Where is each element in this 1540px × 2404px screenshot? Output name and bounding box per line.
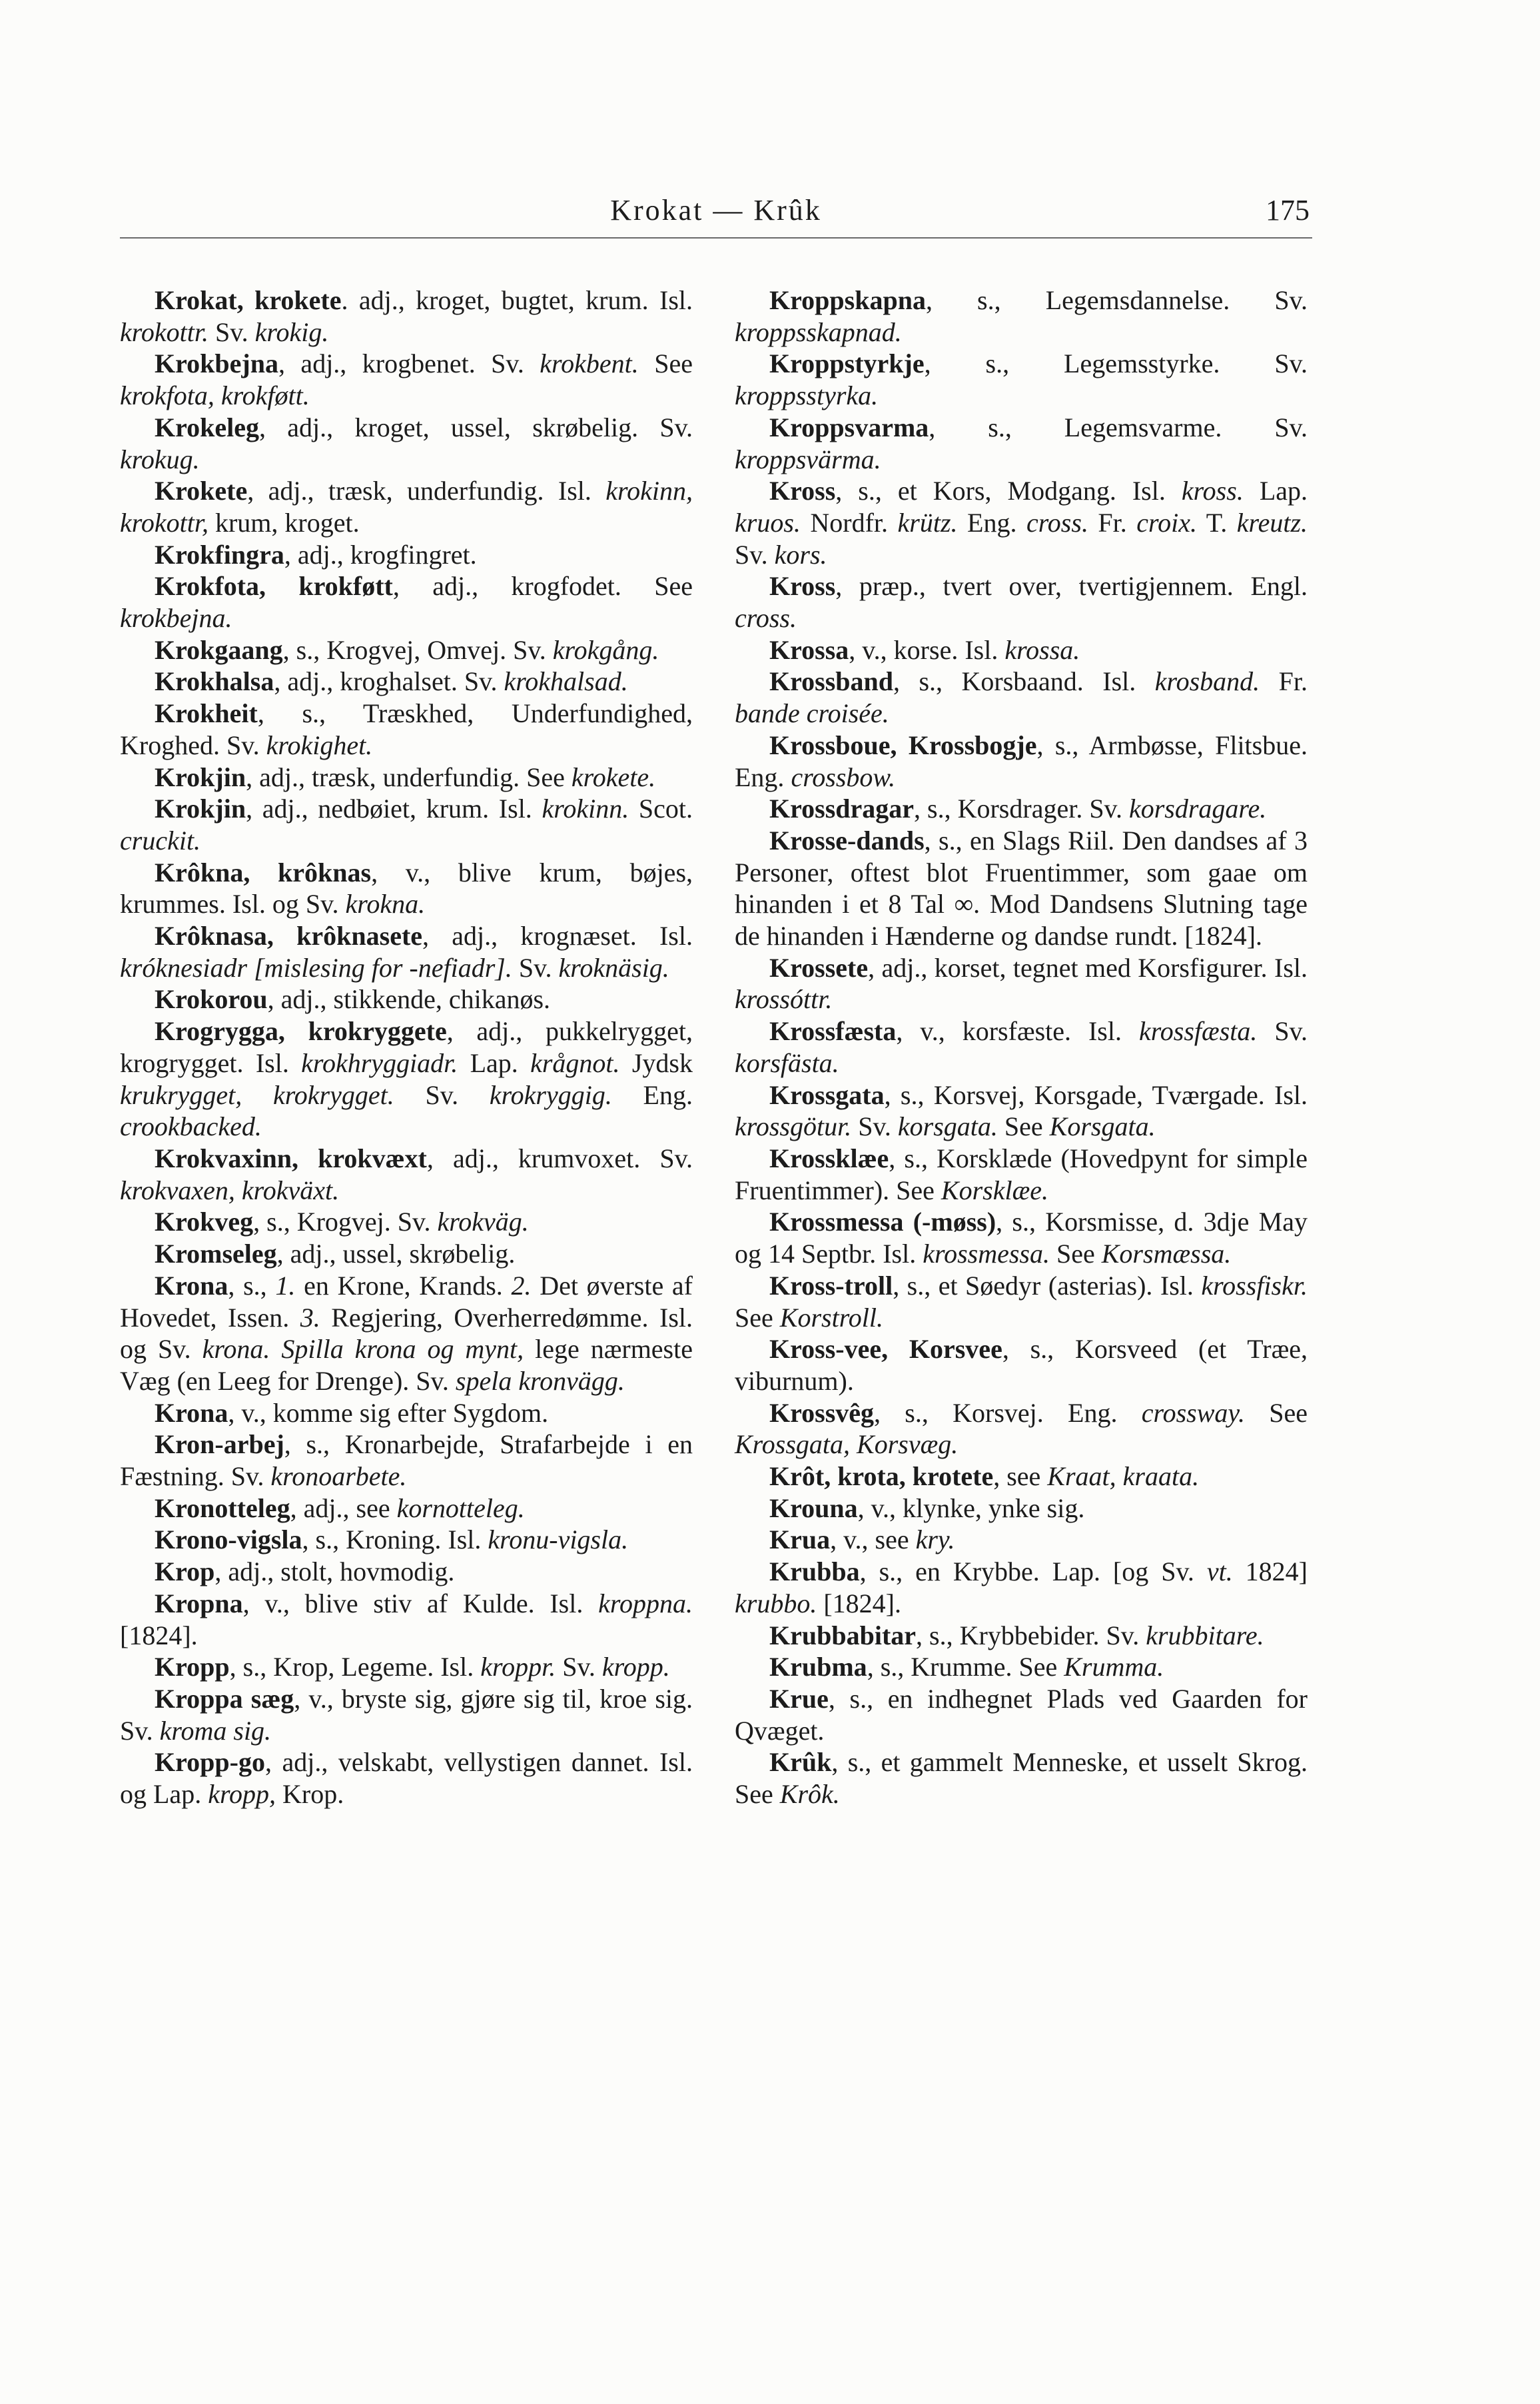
entry-headword: Krossvêg <box>769 1397 875 1428</box>
entry-headword: Krossboue, Krossbogje <box>769 730 1037 760</box>
entry-italic-text: krokryggig. <box>489 1079 612 1110</box>
entry-text: , s., Krogvej, Omvej. Sv. <box>282 634 553 665</box>
entry-text: Lap. <box>1243 476 1308 506</box>
entry-headword: Kronotteleg <box>155 1493 290 1523</box>
dictionary-entry <box>735 952 1308 1015</box>
entry-text: , s., et Kors, Modgang. Isl. <box>835 476 1182 506</box>
entry-italic-text: krubbitare. <box>1146 1620 1264 1650</box>
dictionary-entry <box>735 1524 1308 1556</box>
entry-italic-text: 3. <box>300 1302 320 1333</box>
dictionary-entry <box>120 1556 693 1588</box>
entry-italic-text: krokbejna. <box>120 603 232 634</box>
entry-text: [1824]. <box>120 1620 198 1650</box>
entry-text: Fr. <box>1088 507 1137 538</box>
entry-italic-text: krokighet. <box>266 730 373 760</box>
entry-text: , adj., korset, tegnet med Korsfigurer. Isl. <box>868 952 1308 983</box>
entry-text: Scot. <box>629 794 693 824</box>
entry-italic-text: kronu-vigsla. <box>488 1524 629 1555</box>
dictionary-entry <box>120 1270 693 1397</box>
entry-italic-text: kroppsvärma. <box>735 444 881 474</box>
entry-text: , v., blive krum, bøjes, krummes. Isl. og Sv. <box>120 857 693 919</box>
entry-text: Eng. <box>957 507 1026 538</box>
entry-headword: Kross <box>769 571 836 602</box>
dictionary-entry <box>735 285 1308 348</box>
entry-text: , adj., nedbøiet, krum. Isl. <box>246 794 542 824</box>
entry-text: Sv. <box>512 952 559 983</box>
dictionary-entry <box>120 412 693 475</box>
entry-text: , adj., stolt, hovmodig. <box>214 1556 455 1587</box>
entry-text: , s., Legemsstyrke. Sv. <box>924 348 1308 379</box>
entry-text: , adj., træsk, underfundig. See <box>246 762 572 792</box>
dictionary-entry <box>120 1683 693 1746</box>
entry-text: Eng. <box>611 1079 693 1110</box>
entry-text: Nordfr. <box>800 507 898 538</box>
entry-italic-text: 1. <box>275 1270 296 1301</box>
entry-headword: Kroppskapna <box>769 285 926 315</box>
entry-headword: Krouna <box>769 1493 858 1523</box>
entry-italic-text: krågnot. <box>530 1047 620 1078</box>
entry-headword: Krosse-dands <box>769 825 925 856</box>
entry-headword: Kross-vee, Korsvee <box>769 1334 1002 1365</box>
entry-text: , adj., ussel, skrøbelig. <box>276 1239 516 1269</box>
entry-text: , s., <box>228 1270 276 1301</box>
entry-headword: Krokhalsa <box>155 666 274 697</box>
entry-italic-text: kropp. <box>601 1652 670 1682</box>
dictionary-entry <box>735 1333 1308 1397</box>
entry-italic-text: krossa. <box>1004 634 1080 665</box>
entry-italic-text: crossbow. <box>791 762 896 792</box>
entry-text: . adj., kroget, bugtet, krum. Isl. <box>341 285 693 315</box>
dictionary-entry <box>735 475 1308 570</box>
entry-text: Sv. <box>208 316 255 347</box>
entry-italic-text: kroppsstyrka. <box>735 380 879 411</box>
entry-text: , s., Krumme. See <box>867 1652 1064 1682</box>
entry-italic-text: cross. <box>735 603 797 634</box>
entry-text: See <box>735 1302 780 1333</box>
entry-headword: Kross <box>769 476 836 506</box>
entry-text: , s., en indhegnet Plads ved Gaarden for Qvæget. <box>735 1683 1308 1746</box>
right-column <box>735 285 1308 1810</box>
entry-text: , s., Kroning. Isl. <box>302 1524 488 1555</box>
entry-text: 1824] <box>1232 1556 1308 1587</box>
entry-headword: Krokat, krokete <box>155 285 342 315</box>
entry-text: , s., Korsbaand. Isl. <box>893 666 1155 697</box>
running-header <box>120 193 1312 233</box>
entry-italic-text: kross. <box>1181 476 1244 506</box>
dictionary-entry <box>120 1238 693 1270</box>
entry-italic-text: Krossgata, Korsvæg. <box>735 1429 959 1460</box>
dictionary-entry <box>120 475 693 538</box>
entry-text: , s., en Krybbe. Lap. [og Sv. <box>859 1556 1207 1587</box>
entry-headword: Krossa <box>769 634 849 665</box>
entry-headword: Krokete <box>155 476 248 506</box>
entry-italic-text: croix. <box>1136 507 1197 538</box>
entry-text: Det øverste af Hovedet, Issen. <box>120 1270 693 1333</box>
entry-headword: Krokjin <box>155 794 246 824</box>
entry-text: , s., Legemsvarme. Sv. <box>929 412 1308 442</box>
entry-headword: Krokgaang <box>155 634 283 665</box>
dictionary-entry <box>120 1429 693 1492</box>
entry-text: , s., Korsmisse, d. 3dje May og 14 Septbr. Isl. <box>735 1207 1308 1269</box>
entry-text: , adj., krogfingret. <box>284 539 477 570</box>
entry-text: , adj., krogfodet. See <box>392 571 693 602</box>
entry-italic-text: kroknäsig. <box>558 952 669 983</box>
entry-text: , adj., velskabt, vellystigen dannet. Isl. og Lap. <box>120 1747 693 1810</box>
entry-text: , s., Legemsdannelse. Sv. <box>925 285 1308 315</box>
entry-text: Regjering, Overherredømme. Isl. og Sv. <box>120 1302 693 1365</box>
dictionary-entry <box>120 1651 693 1683</box>
dictionary-entry <box>120 983 693 1015</box>
entry-text: , adj., krogbenet. Sv. <box>278 348 540 379</box>
dictionary-entry <box>120 539 693 571</box>
dictionary-entry <box>120 1015 693 1143</box>
entry-headword: Kropp <box>155 1652 230 1682</box>
entry-italic-text: krokhryggiadr. <box>301 1047 458 1078</box>
entry-italic-text: kroppr. <box>480 1652 556 1682</box>
entry-text: Sv. <box>1257 1016 1308 1047</box>
entry-text: Lap. <box>458 1047 531 1078</box>
entry-headword: Krogrygga, krokryggete <box>155 1016 447 1047</box>
entry-italic-text: krokinn, krokottr, <box>120 476 693 538</box>
entry-italic-text: krubbo. <box>735 1588 817 1618</box>
entry-italic-text: kropp, <box>208 1779 276 1810</box>
entry-italic-text: krossmessa. <box>923 1239 1050 1269</box>
entry-headword: Krubba <box>769 1556 860 1587</box>
entry-italic-text: krona. Spilla krona og mynt, <box>202 1334 524 1365</box>
entry-text: , v., see <box>830 1524 916 1555</box>
entry-italic-text: krütz. <box>897 507 958 538</box>
entry-italic-text: Krôk. <box>779 1779 840 1810</box>
entry-headword: Krona <box>155 1397 228 1428</box>
entry-italic-text: Korsklæe. <box>941 1175 1049 1205</box>
entry-headword: Krubma <box>769 1652 867 1682</box>
entry-text: , s., Korsvej, Korsgade, Tværgade. Isl. <box>884 1079 1308 1110</box>
entry-italic-text: krokete. <box>571 762 656 792</box>
entry-text: , s., Korsvej. Eng. <box>874 1397 1142 1428</box>
entry-headword: Krôkna, krôknas <box>155 857 372 888</box>
entry-italic-text: kry. <box>915 1524 955 1555</box>
entry-text: Sv. <box>851 1111 898 1142</box>
entry-text: , s., et gammelt Menneske, et usselt Skrog. See <box>735 1747 1308 1810</box>
dictionary-entry <box>120 793 693 856</box>
entry-text: , v., komme sig efter Sygdom. <box>228 1397 549 1428</box>
entry-headword: Kroppa sæg <box>155 1683 294 1714</box>
entry-text: , adj., pukkelrygget, krogrygget. Isl. <box>120 1016 693 1078</box>
entry-headword: Kropna <box>155 1588 243 1618</box>
entry-headword: Kron-arbej <box>155 1429 284 1460</box>
entry-headword: Kross-troll <box>769 1270 893 1301</box>
dictionary-entry <box>120 920 693 983</box>
dictionary-entry <box>735 1206 1308 1269</box>
entry-text: T. <box>1197 507 1237 538</box>
entry-headword: Krua <box>769 1524 831 1555</box>
running-title: Krokat — Krûk <box>610 194 822 227</box>
entry-text: , adj., krognæset. Isl. <box>422 921 693 951</box>
dictionary-entry <box>120 666 693 698</box>
entry-text: , s., Armbøsse, Flitsbue. Eng. <box>735 730 1308 792</box>
entry-text: Fr. <box>1260 666 1308 697</box>
entry-italic-text: 2. <box>511 1270 532 1301</box>
entry-italic-text: korsgata. <box>897 1111 998 1142</box>
entry-headword: Krokvaxinn, krokvæxt <box>155 1143 427 1173</box>
entry-text: Krop. <box>276 1779 344 1810</box>
dictionary-entry <box>120 1746 693 1810</box>
entry-headword: Krossgata <box>769 1079 885 1110</box>
entry-headword: Krue <box>769 1683 829 1714</box>
dictionary-entry <box>735 825 1308 952</box>
entry-italic-text: Korsmæssa. <box>1101 1239 1232 1269</box>
entry-headword: Krôt, krota, krotete <box>769 1461 994 1492</box>
entry-italic-text: kors. <box>774 539 827 570</box>
entry-italic-text: vt. <box>1206 1556 1233 1587</box>
entry-headword: Krokfota, krokføtt <box>155 571 393 602</box>
entry-italic-text: krokig. <box>254 316 329 347</box>
dictionary-entry <box>735 1461 1308 1493</box>
entry-text: Sv. <box>556 1652 602 1682</box>
entry-text: , adj., træsk, underfundig. Isl. <box>247 476 606 506</box>
entry-italic-text: krossgötur. <box>735 1111 852 1142</box>
dictionary-entry <box>735 1015 1308 1079</box>
entry-italic-text: korsfästa. <box>735 1047 839 1078</box>
entry-text: , s., Korsveed (et Træe, viburnum). <box>735 1334 1308 1396</box>
entry-italic-text: krokgång. <box>552 634 659 665</box>
entry-italic-text: krokinn. <box>542 794 629 824</box>
entry-text: , præp., tvert over, tvertigjennem. Engl. <box>835 571 1308 602</box>
entry-italic-text: kroppna. <box>598 1588 693 1618</box>
entry-italic-text: krukrygget, krokrygget. <box>120 1079 394 1110</box>
entry-italic-text: cross. <box>1026 507 1088 538</box>
entry-headword: Kroppsvarma <box>769 412 929 442</box>
dictionary-entry <box>735 570 1308 634</box>
entry-headword: Kropp-go <box>155 1747 265 1778</box>
dictionary-entry <box>735 1683 1308 1746</box>
entry-italic-text: kruos. <box>735 507 801 538</box>
entry-text: Sv. <box>394 1079 490 1110</box>
dictionary-entry <box>735 634 1308 666</box>
entry-headword: Krossband <box>769 666 894 697</box>
dictionary-entry <box>120 570 693 634</box>
entry-italic-text: krokug. <box>120 444 200 474</box>
dictionary-entry <box>735 1270 1308 1333</box>
entry-text: See <box>638 348 693 379</box>
entry-headword: Kromseleg <box>155 1239 277 1269</box>
entry-italic-text: Korstroll. <box>779 1302 883 1333</box>
dictionary-entry <box>735 793 1308 825</box>
entry-italic-text: krokhalsad. <box>504 666 628 697</box>
entry-headword: Krona <box>155 1270 228 1301</box>
entry-headword: Krossmessa (-møss) <box>769 1207 996 1237</box>
entry-headword: Krokorou <box>155 984 268 1015</box>
entry-headword: Krokveg <box>155 1207 254 1237</box>
entry-text: , v., bryste sig, gjøre sig til, kroe sig. Sv. <box>120 1683 693 1746</box>
page-number: 175 <box>1266 194 1310 227</box>
entry-text: [1824]. <box>817 1588 901 1618</box>
dictionary-entry <box>735 1079 1308 1143</box>
entry-text: See <box>997 1111 1050 1142</box>
entry-italic-text: Korsgata. <box>1049 1111 1156 1142</box>
entry-headword: Krossklæe <box>769 1143 889 1173</box>
entry-text: , s., et Søedyr (asterias). Isl. <box>893 1270 1202 1301</box>
dictionary-entry <box>735 1493 1308 1524</box>
dictionary-entry <box>735 666 1308 729</box>
entry-italic-text: krosband. <box>1154 666 1260 697</box>
entry-italic-text: krossóttr. <box>735 984 833 1015</box>
entry-italic-text: kreutz. <box>1236 507 1308 538</box>
dictionary-entry <box>120 1206 693 1238</box>
entry-italic-text: Kraat, kraata. <box>1047 1461 1200 1492</box>
entry-text: , v., korse. Isl. <box>849 634 1005 665</box>
dictionary-entry <box>120 698 693 761</box>
entry-text: , adj., kroget, ussel, skrøbelig. Sv. <box>259 412 693 442</box>
entry-text: See <box>1244 1397 1308 1428</box>
dictionary-entry <box>120 1493 693 1524</box>
entry-text: Jydsk <box>619 1047 693 1078</box>
entry-italic-text: krossfæsta. <box>1138 1016 1258 1047</box>
entry-headword: Krôknasa, krôknasete <box>155 921 423 951</box>
entry-italic-text: kroppsskapnad. <box>735 316 902 347</box>
entry-headword: Krubbabitar <box>769 1620 917 1650</box>
entry-text: , s., Krybbebider. Sv. <box>916 1620 1146 1650</box>
entry-text: Sv. <box>735 539 775 570</box>
dictionary-entry <box>735 1397 1308 1461</box>
entry-headword: Kroppstyrkje <box>769 348 925 379</box>
entry-headword: Krokeleg <box>155 412 260 442</box>
entry-italic-text: krokna. <box>345 889 426 919</box>
entry-headword: Krûk <box>769 1747 832 1778</box>
entry-text: , s., en Slags Riil. Den dandses af 3 Personer, oftest blot Fruentimmer, som gaae om hinanden i et 8 Tal ∞. Mod Dandsens Slutning tage de hinanden i Hænderne og dandse rundt. [1824]. <box>735 825 1308 951</box>
dictionary-entry <box>120 1143 693 1206</box>
dictionary-entry <box>120 857 693 920</box>
entry-headword: Krokfingra <box>155 539 284 570</box>
entry-headword: Krokbejna <box>155 348 278 379</box>
entry-text: , v., blive stiv af Kulde. Isl. <box>242 1588 599 1618</box>
entry-headword: Krossdragar <box>769 794 915 824</box>
dictionary-entry <box>735 1651 1308 1683</box>
entry-italic-text: crossway. <box>1141 1397 1245 1428</box>
entry-headword: Krop <box>155 1556 215 1587</box>
entry-italic-text: korsdragare. <box>1128 794 1267 824</box>
entry-italic-text: crookbacked. <box>120 1111 262 1142</box>
entry-text: See <box>1049 1239 1102 1269</box>
entry-headword: Krossete <box>769 952 869 983</box>
entry-text: krum, kroget. <box>208 507 360 538</box>
entry-text: en Krone, Krands. <box>295 1270 512 1301</box>
entry-text: , adj., see <box>290 1493 397 1523</box>
dictionary-entry <box>120 634 693 666</box>
dictionary-entry <box>120 762 693 794</box>
entry-text: , adj., stikkende, chikanøs. <box>267 984 551 1015</box>
entry-text: , s., Krogvej. Sv. <box>253 1207 438 1237</box>
dictionary-entry <box>735 1620 1308 1652</box>
entry-headword: Krono-vigsla <box>155 1524 302 1555</box>
entry-italic-text: krokbent. <box>540 348 639 379</box>
entry-text: lege nærmeste Væg (en Leeg for Drenge). Sv. <box>120 1334 693 1396</box>
dictionary-entry <box>120 285 693 348</box>
header-rule <box>120 237 1312 239</box>
dictionary-entry <box>120 1588 693 1651</box>
entry-italic-text: krokottr. <box>120 316 208 347</box>
entry-text: , s., Korsdrager. Sv. <box>914 794 1129 824</box>
entry-headword: Krokjin <box>155 762 246 792</box>
entry-italic-text: spela kronvägg. <box>455 1365 625 1396</box>
entry-italic-text: krokväg. <box>437 1207 529 1237</box>
entry-text: , s., Kronarbejde, Strafarbejde i en Fæstning. Sv. <box>120 1429 693 1492</box>
dictionary-entry <box>735 1143 1308 1206</box>
dictionary-entry <box>735 348 1308 411</box>
entry-italic-text: Krumma. <box>1064 1652 1164 1682</box>
entry-headword: Krokheit <box>155 698 258 729</box>
left-column <box>120 285 693 1810</box>
dictionary-entry <box>735 412 1308 475</box>
dictionary-entry <box>120 1524 693 1556</box>
entry-italic-text: kronoarbete. <box>270 1461 407 1492</box>
entry-text: , s., Krop, Legeme. Isl. <box>229 1652 481 1682</box>
entry-italic-text: bande croisée. <box>735 698 889 729</box>
entry-text: , adj., kroghalset. Sv. <box>274 666 504 697</box>
entry-text: , s., Træskhed, Underfundighed, Kroghed. Sv. <box>120 698 693 760</box>
entry-italic-text: króknesiadr [mislesing for -nefiadr]. <box>120 952 512 983</box>
entry-italic-text: krokvaxen, krokväxt. <box>120 1175 340 1205</box>
entry-text: , v., korsfæste. Isl. <box>896 1016 1139 1047</box>
dictionary-entry <box>735 730 1308 793</box>
entry-text: , adj., krumvoxet. Sv. <box>426 1143 693 1173</box>
entry-headword: Krossfæsta <box>769 1016 897 1047</box>
dictionary-entry <box>735 1556 1308 1619</box>
entry-text: , v., klynke, ynke sig. <box>857 1493 1085 1523</box>
entry-italic-text: krossfiskr. <box>1201 1270 1308 1301</box>
entry-italic-text: cruckit. <box>120 825 201 856</box>
entry-italic-text: kornotteleg. <box>396 1493 525 1523</box>
dictionary-entry <box>120 348 693 411</box>
dictionary-entry <box>120 1397 693 1429</box>
entry-text: , s., Korsklæde (Hovedpynt for simple Fruentimmer). See <box>735 1143 1308 1205</box>
entry-italic-text: kroma sig. <box>159 1715 272 1746</box>
dictionary-entry <box>735 1746 1308 1810</box>
entry-text: , see <box>993 1461 1048 1492</box>
entry-italic-text: krokfota, krokføtt. <box>120 380 310 411</box>
